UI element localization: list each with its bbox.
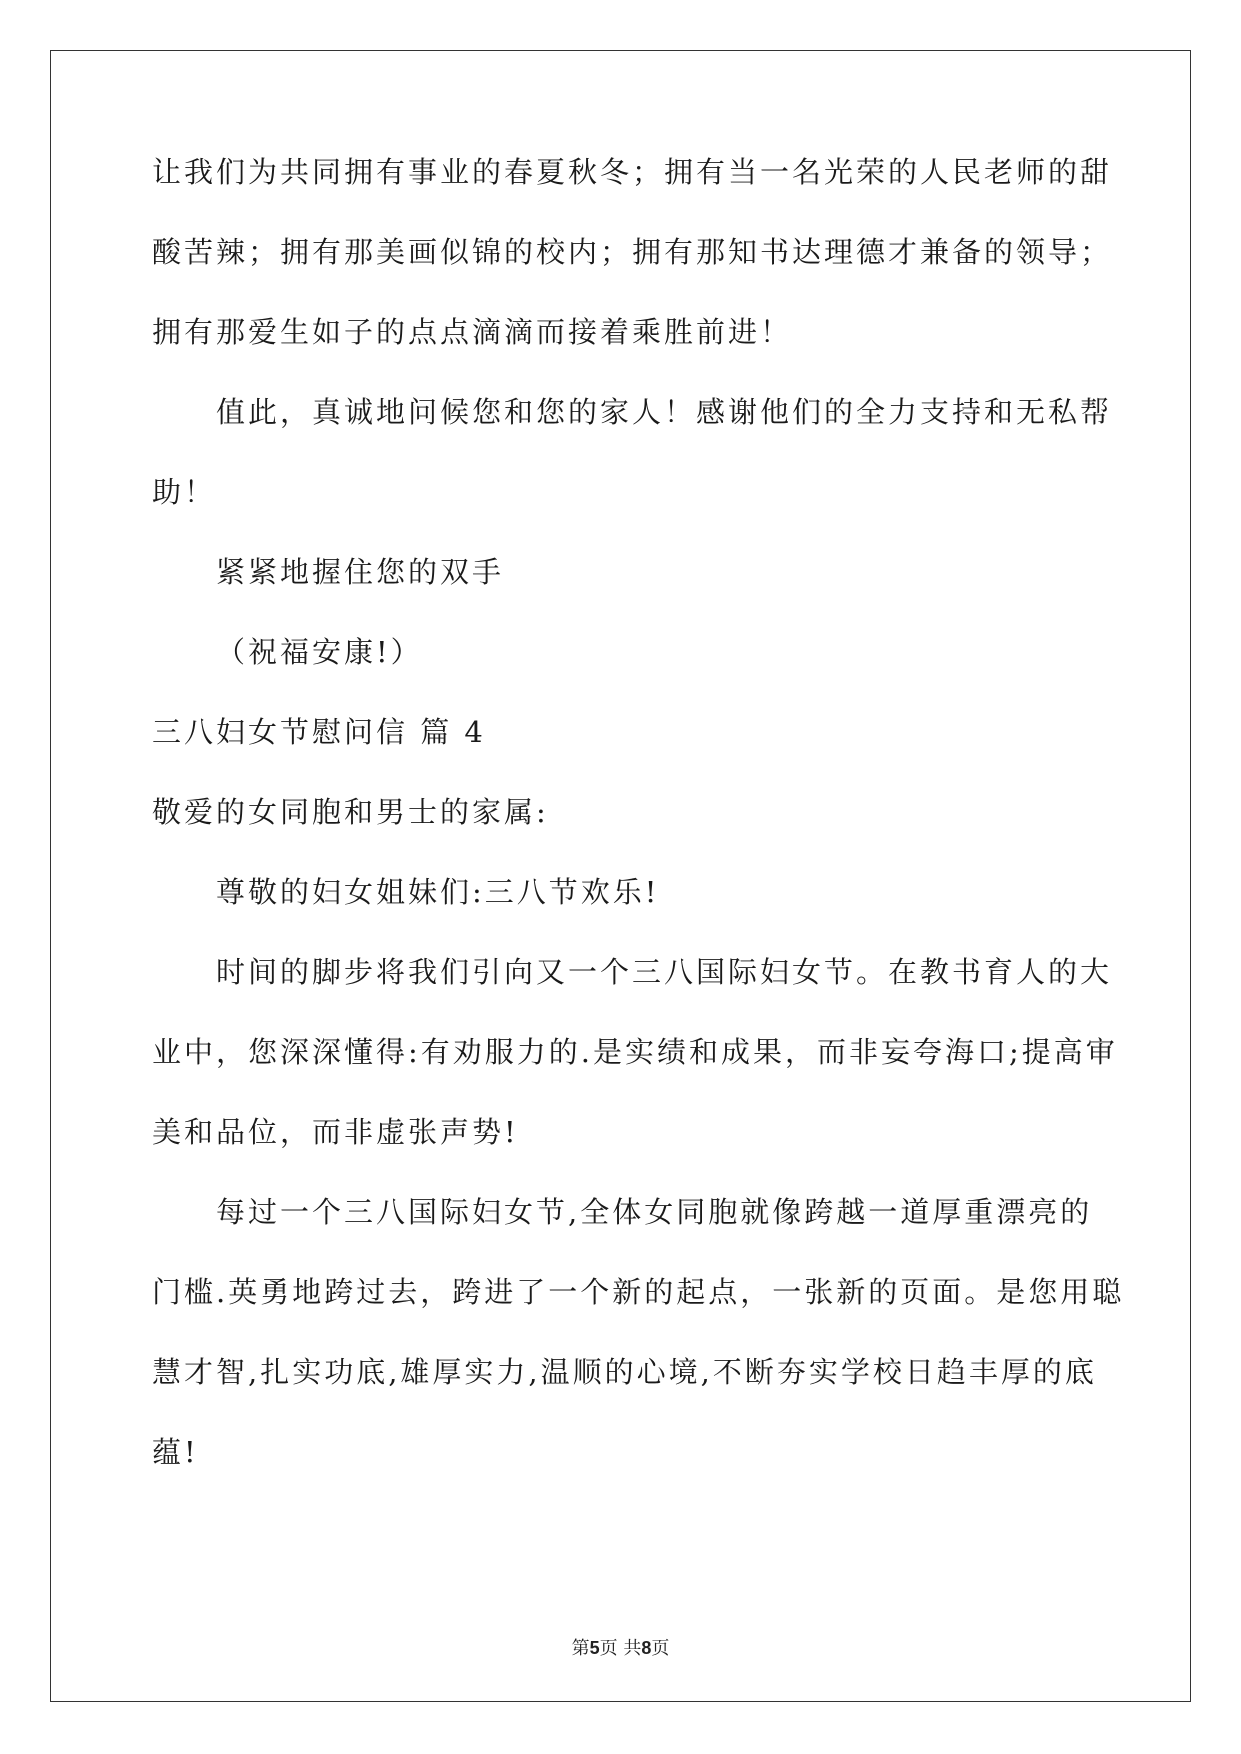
paragraph-line: 紧紧地握住您的双手: [216, 555, 505, 589]
page-number-footer: [0, 1636, 1241, 1661]
page-mid: 页 共: [599, 1638, 642, 1659]
page-suffix: 页: [651, 1638, 670, 1659]
salutation-line: 敬爱的女同胞和男士的家属:: [152, 795, 549, 829]
paragraph-line: 门槛.英勇地跨过去，跨进了一个新的起点，一张新的页面。是您用聪: [152, 1275, 1125, 1309]
paragraph-line: 时间的脚步将我们引向又一个三八国际妇女节。在教书育人的大: [216, 955, 1113, 989]
paragraph-line: 业中，您深深懂得:有劝服力的.是实绩和成果，而非妄夸海口;提高审: [152, 1035, 1118, 1069]
paragraph-line: 尊敬的妇女姐妹们:三八节欢乐!: [216, 875, 660, 909]
total-page-number: 8: [641, 1638, 652, 1658]
paragraph-line: 值此，真诚地问候您和您的家人！感谢他们的全力支持和无私帮: [216, 395, 1113, 429]
paragraph-line: 酸苦辣；拥有那美画似锦的校内；拥有那知书达理德才兼备的领导；: [152, 235, 1113, 269]
section-heading: 三八妇女节慰问信 篇 4: [152, 715, 486, 749]
paragraph-line: 让我们为共同拥有事业的春夏秋冬；拥有当一名光荣的人民老师的甜: [152, 155, 1113, 189]
page-prefix: 第: [571, 1638, 590, 1659]
current-page-number: 5: [589, 1638, 600, 1658]
blessing-line: （祝福安康!）: [216, 635, 423, 669]
paragraph-line: 助！: [152, 475, 217, 509]
paragraph-line: 拥有那爱生如子的点点滴滴而接着乘胜前进！: [152, 315, 793, 349]
paragraph-line: 每过一个三八国际妇女节,全体女同胞就像跨越一道厚重漂亮的: [216, 1195, 1093, 1229]
paragraph-line: 美和品位，而非虚张声势!: [152, 1115, 519, 1149]
paragraph-line: 慧才智,扎实功底,雄厚实力,温顺的心境,不断夯实学校日趋丰厚的底: [152, 1355, 1097, 1389]
paragraph-line: 蕴!: [152, 1435, 199, 1469]
